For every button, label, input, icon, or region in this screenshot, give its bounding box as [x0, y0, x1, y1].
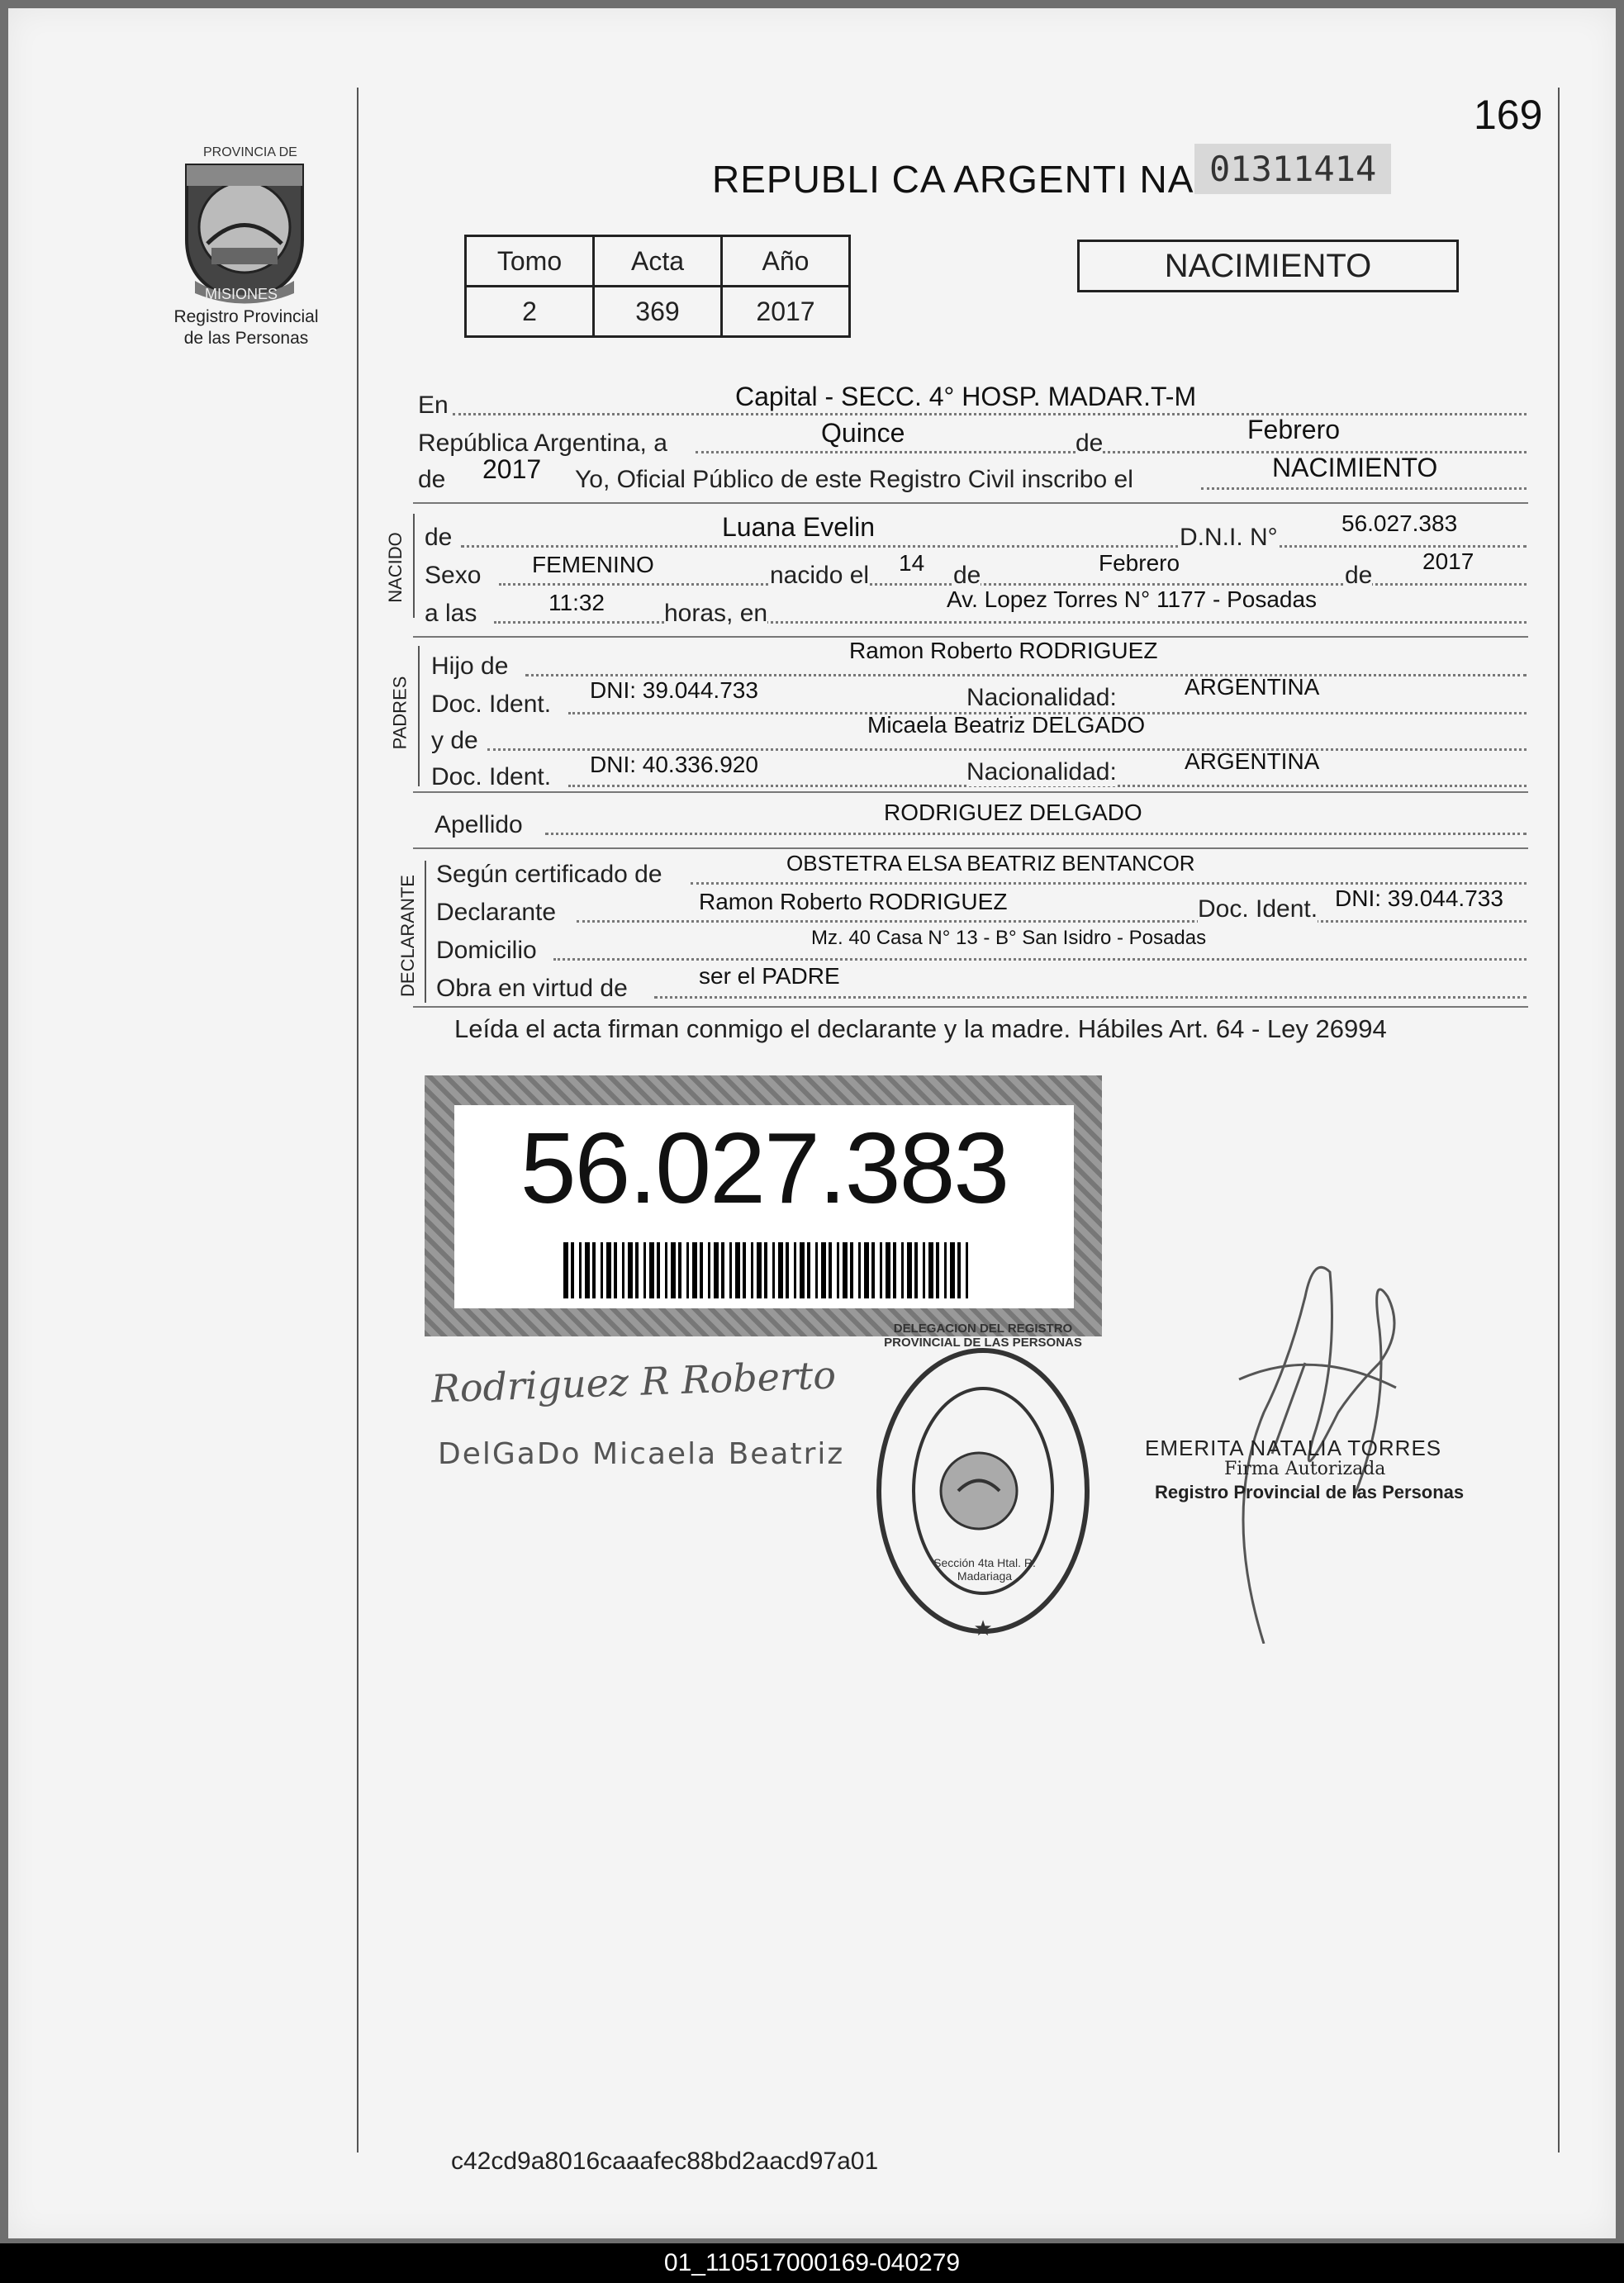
table-value-acta: 369 — [594, 287, 722, 337]
official-role: Firma Autorizada — [1224, 1459, 1386, 1479]
nacido-de-label-2: de — [953, 562, 981, 589]
nacido-dni: 56.027.383 — [1341, 510, 1458, 536]
table-header-acta: Acta — [594, 236, 722, 287]
horas-label: horas, en — [664, 600, 768, 627]
signature-madre: DelGaDo Micaela Beatriz — [438, 1437, 845, 1471]
declarante-section-line — [425, 861, 426, 1003]
closing-text: Leída el acta firman conmigo el declarante y la madre. Hábiles Art. 64 - Ley 26994 — [454, 1014, 1387, 1043]
separator-3 — [413, 791, 1528, 793]
table-value-anio: 2017 — [722, 287, 850, 337]
nacido-section-label: NACIDO — [384, 532, 406, 603]
rep-day: Quince — [821, 418, 905, 448]
father-doc: DNI: 39.044.733 — [590, 677, 758, 703]
dni-sticker-inner — [454, 1105, 1074, 1308]
en-dots — [453, 413, 1527, 415]
declarante-doc-label: Doc. Ident. — [1198, 895, 1318, 923]
oficial-value: NACIMIENTO — [1272, 453, 1438, 482]
registry-label-2: de las Personas — [183, 329, 309, 348]
page-number: 169 — [1474, 92, 1543, 138]
rep-label: República Argentina, a — [418, 430, 667, 457]
declarante-section-label: DECLARANTE — [397, 875, 418, 997]
svg-text:★: ★ — [973, 1616, 993, 1640]
cert-dots — [691, 882, 1527, 885]
table-value-tomo: 2 — [466, 287, 594, 337]
mother-name: Micaela Beatriz DELGADO — [867, 712, 1146, 738]
hora-dots — [494, 621, 1527, 624]
apellido-label: Apellido — [434, 811, 523, 838]
nacido-name: Luana Evelin — [722, 512, 876, 542]
official-name: EMERITA NATALIA TORRES — [1145, 1436, 1442, 1460]
left-margin-line — [357, 88, 359, 2152]
cert-label: Según certificado de — [436, 861, 662, 888]
mother-dots — [487, 748, 1527, 751]
domicilio-value: Mz. 40 Casa N° 13 - B° San Isidro - Posadas — [811, 927, 1207, 949]
declarante-label: Declarante — [436, 899, 557, 926]
dni-sticker — [425, 1075, 1102, 1336]
cert-value: OBSTETRA ELSA BEATRIZ BENTANCOR — [786, 851, 1195, 876]
domicilio-dots — [553, 958, 1527, 961]
tomo-acta-anio-table — [464, 235, 851, 338]
nacido-hour: 11:32 — [548, 590, 605, 615]
dni-sticker-number: 56.027.383 — [520, 1112, 1009, 1224]
oficial-label: Yo, Oficial Público de este Registro Civil inscribo el — [575, 466, 1133, 493]
declarante-dots — [577, 920, 1527, 923]
delegation-stamp-icon — [867, 1338, 1099, 1644]
nacido-de-label: de — [425, 524, 453, 551]
apellido-value: RODRIGUEZ DELGADO — [884, 800, 1142, 825]
country-title: REPUBLI CA ARGENTI NA — [712, 158, 1194, 201]
rep-month: Febrero — [1247, 415, 1341, 444]
declarante-value: Ramon Roberto RODRIGUEZ — [699, 889, 1008, 914]
dni-label: D.N.I. N° — [1180, 524, 1278, 551]
document-hash: c42cd9a8016caaafec88bd2aacd97a01 — [451, 2148, 879, 2175]
seal-text-bottom: MISIONES — [205, 286, 278, 302]
separator-4 — [413, 847, 1528, 849]
official-office: Registro Provincial de las Personas — [1155, 1482, 1465, 1502]
nacido-year: 2017 — [1422, 548, 1474, 574]
stamp-inner-text: Sección 4ta Htal. R. Madariaga — [933, 1556, 1036, 1583]
oficial-dots — [1201, 487, 1527, 490]
separator-1 — [413, 502, 1528, 504]
nacido-name-dots — [461, 545, 1527, 548]
nacido-el-label: nacido el — [770, 562, 870, 589]
stamp-ring-text: DELEGACION DEL REGISTRO PROVINCIAL DE LAS PERSONAS — [884, 1322, 1082, 1350]
nacido-de-label-3: de — [1345, 562, 1373, 589]
nacido-day: 14 — [899, 550, 925, 576]
document-type-box: NACIMIENTO — [1077, 240, 1459, 292]
hijo-de-label: Hijo de — [431, 653, 509, 680]
right-margin-line — [1558, 88, 1560, 2152]
table-header-tomo: Tomo — [466, 236, 594, 287]
declarante-doc: DNI: 39.044.733 — [1335, 885, 1503, 911]
father-doc-label: Doc. Ident. — [431, 691, 552, 718]
obra-dots — [654, 996, 1527, 999]
father-nationality: ARGENTINA — [1185, 674, 1320, 700]
padres-section-line — [418, 646, 420, 786]
province-seal-icon — [170, 149, 319, 306]
en-label: En — [418, 392, 449, 419]
rep-de-label: de — [1076, 430, 1104, 457]
nacido-place: Av. Lopez Torres N° 1177 - Posadas — [947, 586, 1318, 612]
father-nat-label: Nacionalidad: — [966, 684, 1117, 711]
mother-doc-label: Doc. Ident. — [431, 763, 552, 790]
mother-nationality: ARGENTINA — [1185, 748, 1320, 774]
nacido-section-line — [413, 514, 415, 618]
father-dots — [525, 674, 1527, 676]
rep-year: 2017 — [482, 454, 542, 484]
seal-text-top: PROVINCIA DE — [203, 145, 297, 159]
registry-label-1: Registro Provincial — [173, 307, 319, 326]
padres-section-label: PADRES — [389, 676, 411, 750]
y-de-label: y de — [431, 727, 478, 754]
barcode-icon — [563, 1242, 968, 1298]
obra-value: ser el PADRE — [699, 963, 840, 989]
mother-nat-label: Nacionalidad: — [966, 758, 1117, 786]
a-las-label: a las — [425, 600, 477, 627]
sexo-label: Sexo — [425, 562, 482, 589]
rep-de2-label: de — [418, 466, 446, 493]
serial-number: 01311414 — [1194, 144, 1391, 194]
signature-declarante: Rodriguez R Roberto — [430, 1352, 837, 1412]
sexo-dots — [499, 583, 1527, 586]
en-value: Capital - SECC. 4° HOSP. MADAR.T-M — [735, 382, 1197, 411]
separator-5 — [413, 1006, 1528, 1008]
father-name: Ramon Roberto RODRIGUEZ — [849, 638, 1158, 663]
mother-doc: DNI: 40.336.920 — [590, 752, 758, 777]
scan-footer: 01_110517000169-040279 — [0, 2243, 1624, 2283]
nacido-month: Febrero — [1099, 550, 1180, 576]
table-header-anio: Año — [722, 236, 850, 287]
apellido-dots — [545, 833, 1527, 835]
domicilio-label: Domicilio — [436, 937, 537, 964]
obra-label: Obra en virtud de — [436, 975, 628, 1002]
document-page — [8, 8, 1616, 2238]
nacido-sexo: FEMENINO — [532, 552, 654, 577]
